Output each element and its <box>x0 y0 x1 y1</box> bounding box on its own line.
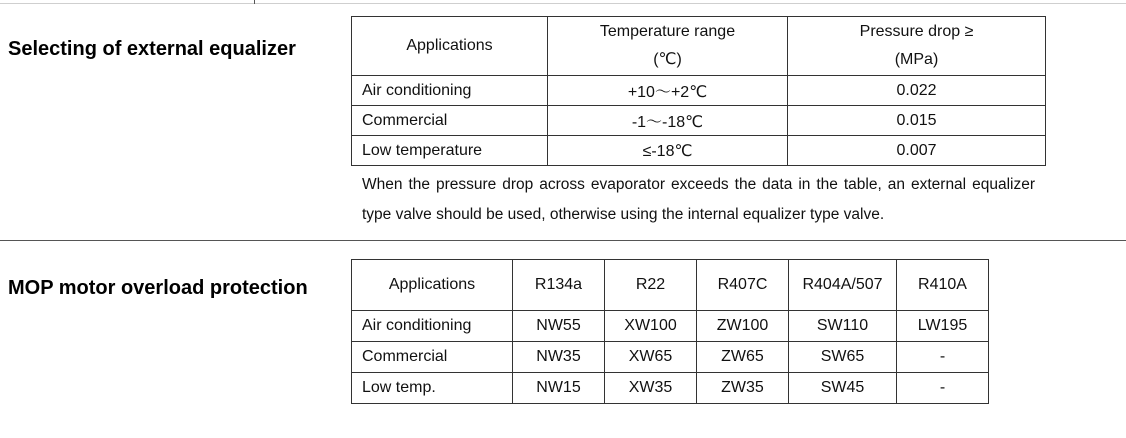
top-divider-tick <box>254 0 255 4</box>
cell-r407c: ZW35 <box>697 373 789 404</box>
header-pressure-unit: (MPa) <box>894 51 939 68</box>
header-temperature-label: Temperature range <box>599 23 736 40</box>
equalizer-note: When the pressure drop across evaporator exceeds the data in the table, an external equalizer type valve should be used, otherwise using the internal equalizer type valve. <box>362 176 1035 223</box>
header-temperature-unit: (℃) <box>653 51 682 68</box>
cell-r134a: NW55 <box>513 311 605 342</box>
cell-r407c: ZW100 <box>697 311 789 342</box>
cell-pressure: 0.007 <box>788 136 1046 166</box>
cell-application: Commercial <box>352 106 548 136</box>
cell-application: Air conditioning <box>352 311 513 342</box>
cell-temperature: ≤-18℃ <box>548 136 788 166</box>
cell-temperature: -1～-18℃ <box>548 106 788 136</box>
cell-r134a: NW15 <box>513 373 605 404</box>
cell-r404a-507: SW45 <box>789 373 897 404</box>
section-heading-external-equalizer: Selecting of external equalizer <box>8 38 296 60</box>
external-equalizer-table <box>351 16 1046 166</box>
header-pressure-label: Pressure drop ≥ <box>859 23 974 40</box>
header-r410a: R410A <box>897 260 989 311</box>
cell-application: Low temperature <box>352 136 548 166</box>
cell-application: Commercial <box>352 342 513 373</box>
cell-r410a: - <box>897 373 989 404</box>
table-row <box>352 136 1046 166</box>
header-r22: R22 <box>605 260 697 311</box>
section-heading-mop: MOP motor overload protection <box>8 277 308 299</box>
table-row <box>352 76 1046 106</box>
cell-r134a: NW35 <box>513 342 605 373</box>
table-row <box>352 311 989 342</box>
header-r134a: R134a <box>513 260 605 311</box>
cell-r22: XW100 <box>605 311 697 342</box>
mop-table <box>351 259 989 404</box>
cell-pressure: 0.015 <box>788 106 1046 136</box>
header-pressure-drop <box>788 17 1046 76</box>
section-divider <box>0 240 1126 241</box>
table-row <box>352 342 989 373</box>
header-applications: Applications <box>352 260 513 311</box>
cell-r404a-507: SW65 <box>789 342 897 373</box>
table-row <box>352 373 989 404</box>
cell-application: Air conditioning <box>352 76 548 106</box>
cell-pressure: 0.022 <box>788 76 1046 106</box>
cell-r407c: ZW65 <box>697 342 789 373</box>
header-r407c: R407C <box>697 260 789 311</box>
cell-r404a-507: SW110 <box>789 311 897 342</box>
table-row <box>352 106 1046 136</box>
cell-r410a: - <box>897 342 989 373</box>
header-applications: Applications <box>352 17 548 76</box>
cell-temperature: +10～+2℃ <box>548 76 788 106</box>
top-divider <box>0 3 1126 4</box>
header-r404a-507: R404A/507 <box>789 260 897 311</box>
cell-r410a: LW195 <box>897 311 989 342</box>
table-header-row <box>352 260 989 311</box>
table-header-row <box>352 17 1046 76</box>
cell-r22: XW35 <box>605 373 697 404</box>
header-temperature-range <box>548 17 788 76</box>
cell-application: Low temp. <box>352 373 513 404</box>
cell-r22: XW65 <box>605 342 697 373</box>
